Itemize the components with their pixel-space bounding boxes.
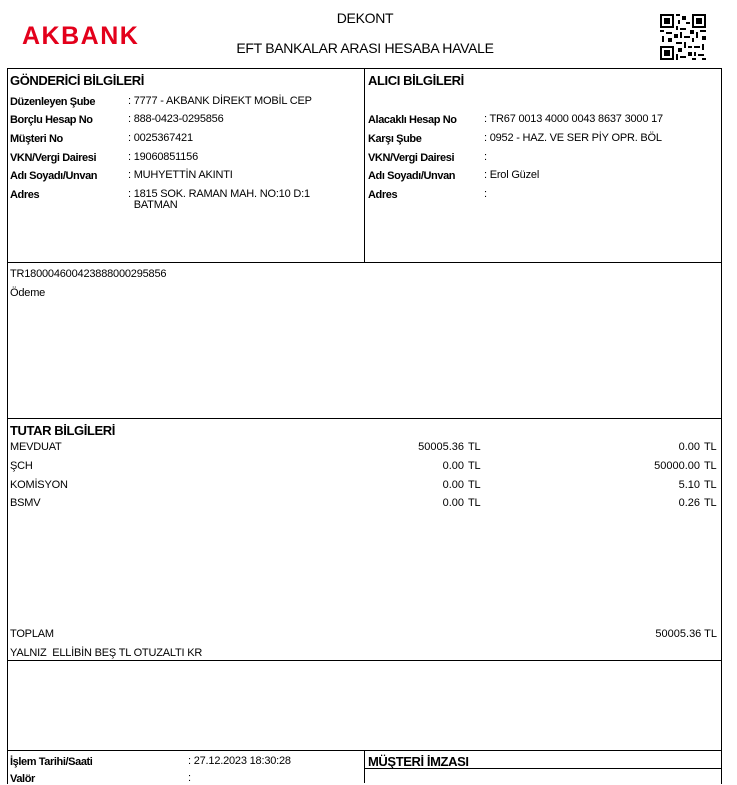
sender-account-value: : 888-0423-0295856 [128,113,224,125]
amount-row-cur2: TL [704,497,717,509]
sender-customer-value: : 0025367421 [128,132,193,144]
total-label: TOPLAM [10,628,54,640]
document-subtitle: EFT BANKALAR ARASI HESABA HAVALE [236,40,494,56]
sender-customer-label: Müşteri No [10,133,63,145]
amounts-heading: TUTAR BİLGİLERİ [10,423,115,438]
sender-name-value: : MUHYETTİN AKINTI [128,169,233,181]
receiver-address-label: Adres [368,189,398,201]
amount-row-cur1: TL [468,479,481,491]
amount-row-cur2: TL [704,460,717,472]
amount-row-col1: 50005.36 [418,441,464,453]
amount-row-col1: 0.00 [442,479,464,491]
sender-branch-label: Düzenleyen Şube [10,96,96,108]
amount-row-col2: 0.00 [678,441,700,453]
amount-row-label: BSMV [10,497,41,509]
amount-row-label: MEVDUAT [10,441,62,453]
amount-row-col1: 0.00 [442,460,464,472]
sender-address-value: : 1815 SOK. RAMAN MAH. NO:10 D:1 BATMAN [128,188,310,211]
transaction-date-label: İşlem Tarihi/Saati [10,756,93,768]
akbank-logo: AKBANK [22,22,140,50]
divider [7,418,721,419]
amount-row-cur1: TL [468,497,481,509]
amount-row-col2: 50000.00 [654,460,700,472]
receiver-account-label: Alacaklı Hesap No [368,114,457,126]
sender-tax-label: VKN/Vergi Dairesi [10,152,97,164]
total-value: 50005.36 TL [655,628,717,640]
amount-row-label: ŞCH [10,460,33,472]
receiver-branch-value: : 0952 - HAZ. VE SER PİY OPR. BÖL [484,132,662,144]
amount-row-cur1: TL [468,460,481,472]
receiver-name-value: : Erol Güzel [484,169,540,181]
receiver-address-value: : [484,188,487,200]
payment-description: Ödeme [10,287,46,299]
qr-code-icon [660,14,706,60]
footer-divider [364,750,365,783]
amount-row-cur1: TL [468,441,481,453]
sender-name-label: Adı Soyadı/Unvan [10,170,98,182]
sender-address-label: Adres [10,189,40,201]
valor-label: Valör [10,773,35,785]
amount-row-label: KOMİSYON [10,479,68,491]
signature-heading: MÜŞTERİ İMZASI [368,754,469,769]
info-divider [364,68,365,262]
reference-number: TR180004600423888000295856 [10,268,167,280]
amount-row-col2: 5.10 [678,479,700,491]
amount-row-cur2: TL [704,441,717,453]
receiver-branch-label: Karşı Şube [368,133,422,145]
transaction-date-value: : 27.12.2023 18:30:28 [188,755,291,767]
receiver-heading: ALICI BİLGİLERİ [368,73,464,88]
amount-in-words: YALNIZ ELLİBİN BEŞ TL OTUZALTI KR [10,647,203,659]
amount-row-col2: 0.26 [678,497,700,509]
sender-heading: GÖNDERİCİ BİLGİLERİ [10,73,144,88]
receiver-tax-label: VKN/Vergi Dairesi [368,152,455,164]
receiver-account-value: : TR67 0013 4000 0043 8637 3000 17 [484,113,663,125]
amount-row-col1: 0.00 [442,497,464,509]
divider [7,262,721,263]
sender-branch-value: : 7777 - AKBANK DİREKT MOBİL CEP [128,95,312,107]
sender-account-label: Borçlu Hesap No [10,114,93,126]
document-title: DEKONT [336,10,394,26]
receiver-name-label: Adı Soyadı/Unvan [368,170,456,182]
valor-value: : [188,772,191,784]
divider [7,660,721,661]
receiver-tax-value: : [484,151,487,163]
sender-tax-value: : 19060851156 [128,151,198,163]
amount-row-cur2: TL [704,479,717,491]
